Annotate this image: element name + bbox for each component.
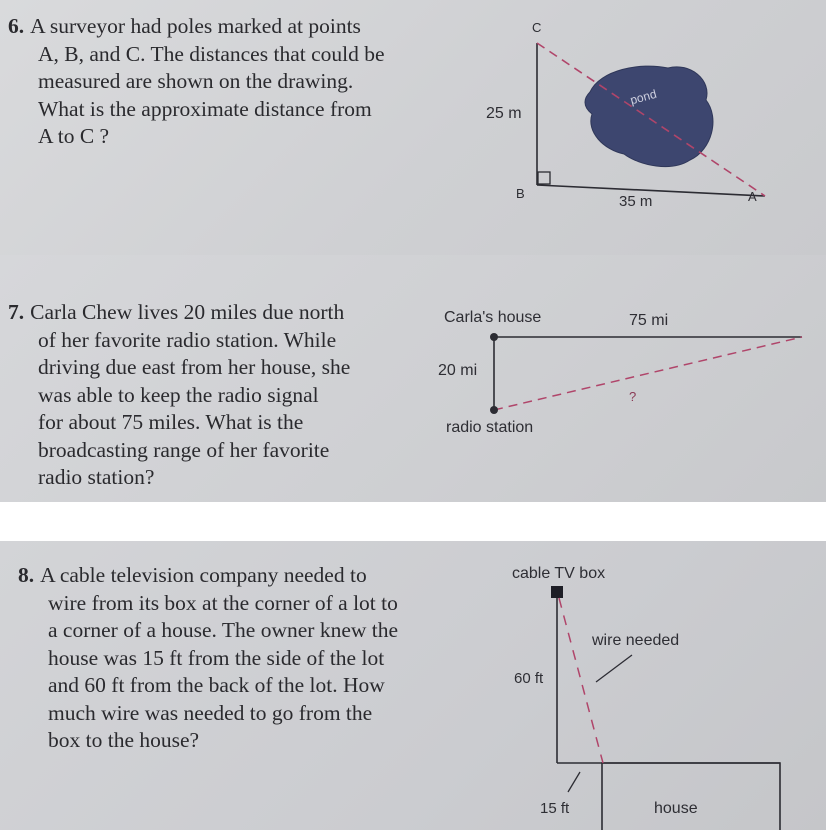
problem-line: A, B, and C. The distances that could be (38, 41, 385, 66)
problem-line: box to the house? (48, 728, 200, 752)
problem-line: was able to keep the radio signal (38, 382, 319, 407)
surveyor-triangle-figure (537, 43, 765, 196)
point-a-label: A (748, 189, 757, 204)
problem-number: 7. (8, 300, 25, 324)
problem-number: 6. (8, 14, 25, 38)
station-label: radio station (446, 419, 534, 436)
wire-needed-label: wire needed (592, 632, 680, 649)
cable-box-label: cable TV box (512, 565, 606, 582)
problem-line: and 60 ft from the back of the lot. How (48, 673, 385, 697)
east-distance-label: 75 mi (629, 312, 669, 329)
problem-line: A cable television company needed to (40, 563, 367, 587)
pond-label: pond (628, 86, 659, 108)
leg-bc-label: 25 m (486, 105, 522, 122)
problem-line: measured are shown on the drawing. (38, 69, 354, 93)
problem-line: much wire was needed to go from the (48, 700, 373, 725)
cable-box-marker (551, 586, 563, 598)
radio-range-figure (490, 333, 802, 414)
point-b-label: B (516, 186, 525, 201)
house-point (490, 333, 498, 341)
problem-line: wire from its box at the corner of a lot to (48, 590, 398, 615)
problem-number: 8. (18, 563, 35, 587)
problem-line: A to C ? (38, 124, 110, 148)
back-distance-label: 60 ft (514, 670, 544, 687)
problem-line: What is the approximate distance from (38, 96, 372, 121)
problem-line: of her favorite radio station. While (38, 327, 337, 352)
unknown-range-label: ? (629, 389, 637, 404)
point-c-label: C (532, 20, 542, 35)
problem-line: for about 75 miles. What is the (38, 410, 304, 434)
right-angle-marker (538, 172, 550, 184)
leg-ba-label: 35 m (619, 193, 653, 210)
side-distance-pointer (568, 772, 580, 792)
problem-line: Carla Chew lives 20 miles due north (30, 300, 345, 324)
problem-line: broadcasting range of her favorite (38, 437, 330, 462)
broadcast-range-line (494, 337, 802, 410)
problem-line: A surveyor had poles marked at points (30, 14, 361, 38)
north-distance-label: 20 mi (438, 362, 478, 379)
problem-line: a corner of a house. The owner knew the (48, 618, 399, 642)
wire-dashed-line (559, 598, 603, 763)
station-point (490, 406, 498, 414)
problem-line: house was 15 ft from the side of the lot (48, 645, 385, 670)
house-label-8: house (654, 800, 698, 817)
pond-shape (585, 66, 713, 166)
problem-line: driving due east from her house, she (38, 355, 351, 379)
house-outline (602, 763, 780, 830)
problem-line: radio station? (38, 465, 155, 489)
side-distance-label: 15 ft (540, 800, 570, 817)
house-label: Carla's house (444, 309, 542, 326)
wire-pointer-arrow (596, 655, 632, 682)
cable-wire-figure (551, 586, 780, 830)
